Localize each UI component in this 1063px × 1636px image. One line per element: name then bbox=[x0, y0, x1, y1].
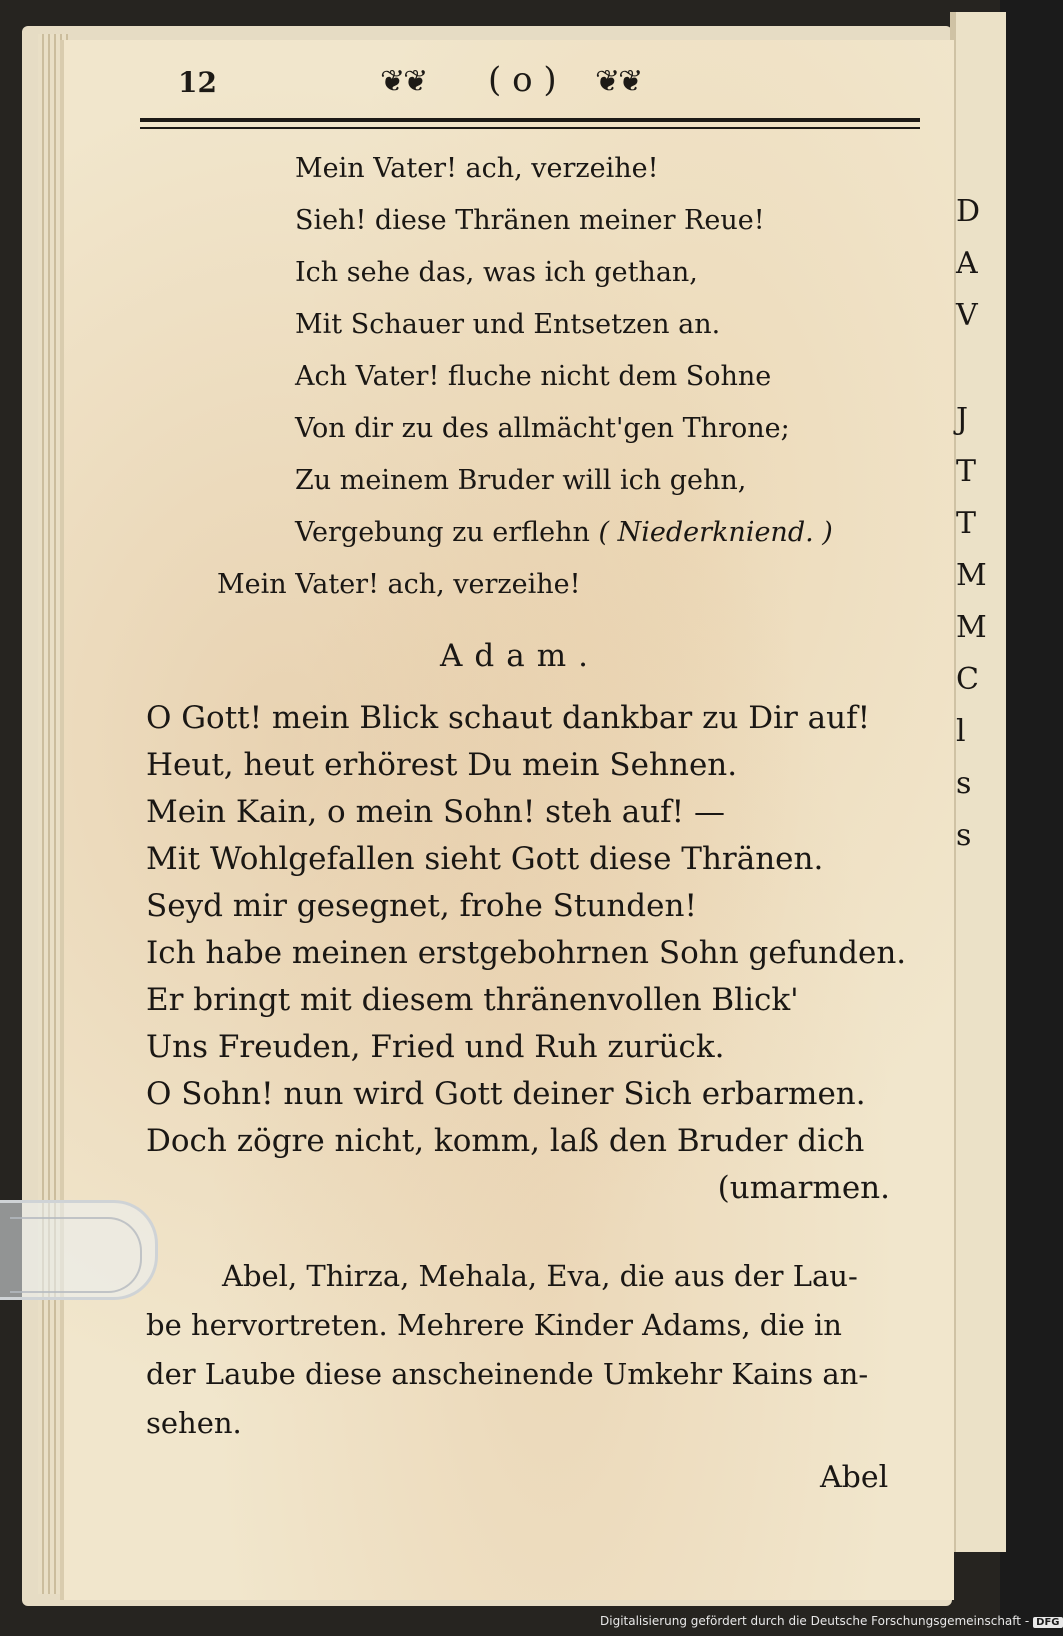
speech-line: Seyd mir gesegnet, frohe Stunden! bbox=[146, 888, 697, 924]
credit-text: Digitalisierung gefördert durch die Deutsche Forschungsgemeinschaft - bbox=[600, 1614, 1030, 1628]
speech-line: O Sohn! nun wird Gott deiner Sich erbarmen. bbox=[146, 1076, 866, 1112]
dfg-logo-icon: DFG bbox=[1033, 1617, 1062, 1628]
page-clip-inner bbox=[10, 1217, 142, 1293]
stage-direction bbox=[146, 1252, 928, 1448]
facing-page-glyph: s bbox=[956, 818, 972, 853]
speech-block bbox=[146, 695, 926, 1212]
digitization-credit bbox=[600, 1614, 1060, 1634]
verse-line: Mit Schauer und Entsetzen an. bbox=[295, 309, 721, 340]
ornament-left-icon: ❦❦ bbox=[380, 64, 427, 99]
facing-page-glyph: A bbox=[956, 246, 978, 281]
speech-line: Doch zögre nicht, komm, laß den Bruder dich bbox=[146, 1123, 865, 1159]
verse-line: Sieh! diese Thränen meiner Reue! bbox=[295, 205, 765, 236]
stage-direction-line: sehen. bbox=[146, 1406, 242, 1440]
inline-stage-direction: ( Niederkniend. ) bbox=[598, 517, 833, 548]
verse-line: Ach Vater! fluche nicht dem Sohne bbox=[295, 361, 772, 392]
facing-page-glyph bbox=[956, 342, 1000, 394]
speech-line: Mit Wohlgefallen sieht Gott diese Thränen. bbox=[146, 841, 824, 877]
speaker-heading: Adam. bbox=[440, 638, 600, 674]
speech-line: Heut, heut erhörest Du mein Sehnen. bbox=[146, 747, 738, 783]
speech-line: Uns Freuden, Fried und Ruh zurück. bbox=[146, 1029, 725, 1065]
verse-line-text: Vergebung zu erflehn bbox=[295, 517, 590, 548]
verse-line bbox=[295, 507, 895, 559]
header-rule-thin bbox=[140, 127, 920, 129]
verse-line: Mein Vater! ach, verzeihe! bbox=[295, 153, 659, 184]
verse-line: Von dir zu des allmächt'gen Throne; bbox=[295, 413, 790, 444]
facing-page-text bbox=[956, 186, 1000, 862]
facing-page-glyph: T bbox=[956, 506, 977, 541]
ornament-right-icon: ❦❦ bbox=[595, 64, 642, 99]
speech-line: O Gott! mein Blick schaut dankbar zu Dir auf! bbox=[146, 700, 871, 736]
facing-page-glyph: T bbox=[956, 454, 977, 489]
speech-line: Er bringt mit diesem thränenvollen Blick' bbox=[146, 982, 799, 1018]
speech-line: Mein Kain, o mein Sohn! steh auf! — bbox=[146, 794, 725, 830]
header-rule-thick bbox=[140, 118, 920, 122]
verse-block bbox=[217, 143, 895, 611]
stage-direction-line: Abel, Thirza, Mehala, Eva, die aus der Lau- bbox=[222, 1259, 858, 1293]
verse-line: Zu meinem Bruder will ich gehn, bbox=[295, 465, 747, 496]
running-header bbox=[140, 58, 920, 108]
facing-page-glyph: l bbox=[956, 714, 966, 749]
catchword: Abel bbox=[820, 1460, 889, 1495]
facing-page-glyph: s bbox=[956, 766, 972, 801]
facing-page-glyph: J bbox=[956, 402, 969, 437]
speech-line-continuation: (umarmen. bbox=[717, 1170, 890, 1206]
page-clip bbox=[0, 1200, 158, 1300]
page-number: 12 bbox=[178, 66, 217, 99]
facing-page-glyph: M bbox=[956, 610, 987, 645]
speech-line: Ich habe meinen erstgebohrnen Sohn gefunden. bbox=[146, 935, 907, 971]
signature-mark: ( o ) bbox=[488, 60, 557, 100]
facing-page-glyph: M bbox=[956, 558, 987, 593]
verse-line: Ich sehe das, was ich gethan, bbox=[295, 257, 698, 288]
verse-line: Mein Vater! ach, verzeihe! bbox=[217, 569, 581, 600]
facing-page-glyph: D bbox=[956, 194, 981, 229]
stage-direction-line: der Laube diese anscheinende Umkehr Kains an- bbox=[146, 1357, 869, 1391]
facing-page-glyph: V bbox=[956, 298, 978, 333]
stage-direction-line: be hervortreten. Mehrere Kinder Adams, die in bbox=[146, 1308, 842, 1342]
facing-page-glyph: C bbox=[956, 662, 979, 697]
